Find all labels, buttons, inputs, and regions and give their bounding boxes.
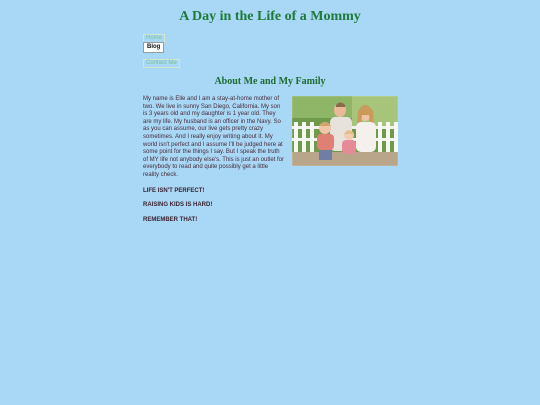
nav-home-button[interactable]: Home	[143, 34, 165, 43]
site-title: A Day in the Life of a Mommy	[179, 9, 361, 24]
intro-paragraph: My name is Elle and I am a stay-at-home mother of two. We live in sunny San Diego, California. My son is 3 years old and my daughter is 1 year old. They are my life. My husband is an officer in the Navy. So as you can assume, our live gets pretty crazy sometimes. And I really enjoy writing about it. My world isn't perfect and I assume I'll be judged here at some point for the things I say. But I speak the truth of MY life not anybody else's. This is just an outlet for everybody to read and quite possibly get a little reality check.	[143, 96, 284, 178]
statement-3: REMEMBER THAT!	[143, 216, 198, 223]
about-content	[143, 96, 398, 231]
statement-1: LIFE ISN'T PERFECT!	[143, 187, 205, 194]
statement-2: RAISING KIDS IS HARD!	[143, 202, 213, 209]
section-title: About Me and My Family	[214, 76, 326, 87]
nav-contact-button[interactable]: Contact Me	[143, 59, 180, 68]
nav-blog-button[interactable]: Blog	[143, 42, 164, 53]
family-photo	[292, 96, 398, 166]
